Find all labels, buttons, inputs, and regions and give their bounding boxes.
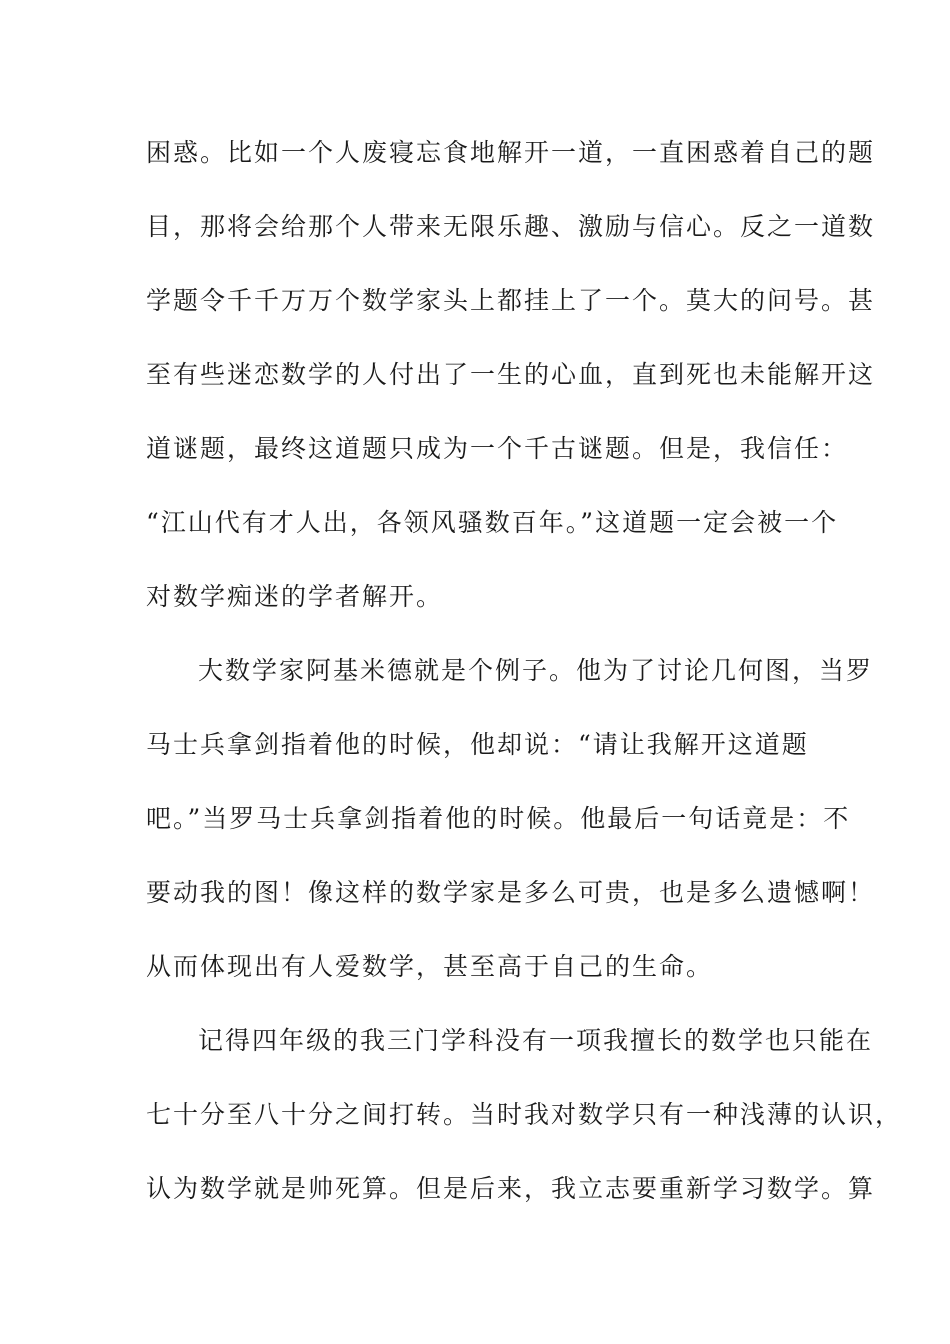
text-line: 道谜题，最终这道题只成为一个千古谜题。但是，我信任： (146, 434, 849, 463)
text-line: 至有些迷恋数学的人付出了一生的心血，直到死也未能解开这 (146, 360, 876, 389)
text-line: “江山代有才人出，各领风骚数百年。”这道题一定会被一个 (146, 508, 839, 537)
text-line: 对数学痴迷的学者解开。 (146, 582, 444, 611)
text-line: 马士兵拿剑指着他的时候，他却说：“请让我解开这道题 (146, 730, 809, 759)
text-line: 吧。”当罗马士兵拿剑指着他的时候。他最后一句话竟是：不 (146, 804, 851, 833)
text-line: 学题令千千万万个数学家头上都挂上了一个。莫大的问号。甚 (146, 286, 876, 315)
paragraph (146, 128, 876, 646)
text-line: 目，那将会给那个人带来无限乐趣、激励与信心。反之一道数 (146, 212, 876, 241)
text-line: 困惑。比如一个人废寝忘食地解开一道，一直困惑着自己的题 (146, 138, 876, 167)
text-line: 要动我的图！像这样的数学家是多么可贵，也是多么遗憾啊！ (146, 878, 876, 907)
text-line: 七十分至八十分之间打转。当时我对数学只有一种浅薄的认识， (146, 1100, 903, 1129)
body-text (146, 128, 903, 1238)
text-line: 认为数学就是帅死算。但是后来，我立志要重新学习数学。算 (146, 1174, 876, 1203)
paragraph (146, 646, 876, 1016)
text-line: 从而体现出有人爱数学，甚至高于自己的生命。 (146, 952, 714, 981)
text-line: 大数学家阿基米德就是个例子。他为了讨论几何图，当罗 (198, 656, 874, 685)
text-line: 记得四年级的我三门学科没有一项我擅长的数学也只能在 (198, 1026, 874, 1055)
paragraph (146, 1016, 903, 1238)
